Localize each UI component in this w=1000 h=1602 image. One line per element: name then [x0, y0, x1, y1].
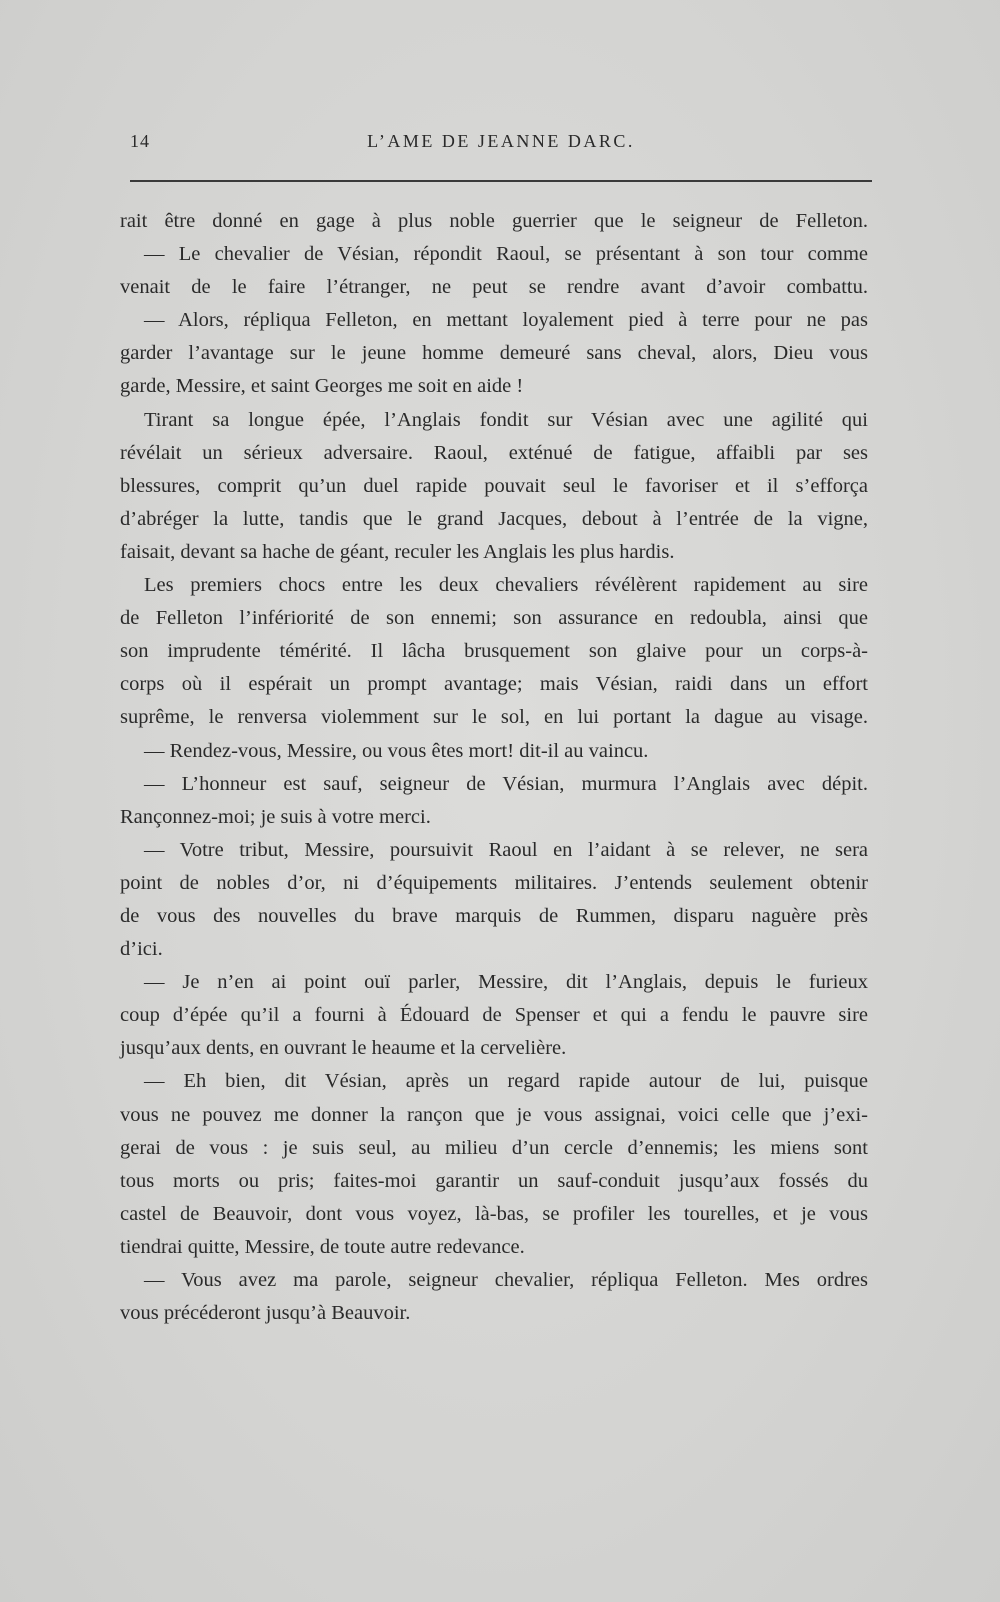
text-line: — Eh bien, dit Vésian, après un regard rapide autour de lui, puisque	[144, 1070, 868, 1093]
text-line: rait être donné en gage à plus noble guerrier que le seigneur de Felleton.	[120, 210, 868, 232]
text-line: vous précéderont jusqu’à Beauvoir.	[120, 1302, 411, 1325]
text-line: suprême, le renversa violemment sur le sol, en lui portant la dague au visage.	[120, 706, 868, 729]
text-line: Tirant sa longue épée, l’Anglais fondit sur Vésian avec une agilité qui	[144, 408, 868, 431]
body-text	[120, 205, 868, 1330]
text-line: corps où il espérait un prompt avantage; mais Vésian, raidi dans un effort	[120, 673, 868, 696]
text-line: Rançonnez-moi; je suis à votre merci.	[120, 805, 431, 828]
text-line: Les premiers chocs entre les deux chevaliers révélèrent rapidement au sire	[144, 574, 868, 597]
text-line: d’ici.	[120, 938, 163, 961]
page-header	[130, 131, 872, 161]
text-line: — Votre tribut, Messire, poursuivit Raoul en l’aidant à se relever, ne sera	[144, 838, 868, 861]
text-line: vous ne pouvez me donner la rançon que je vous assignai, voici celle que j’exi-	[120, 1103, 868, 1126]
header-rule	[130, 180, 872, 182]
text-line: tous morts ou pris; faites-moi garantir un sauf-conduit jusqu’aux fossés du	[120, 1169, 868, 1192]
text-line: jusqu’aux dents, en ouvrant le heaume et la cervelière.	[120, 1037, 567, 1060]
text-line: de Felleton l’infériorité de son ennemi; son assurance en redoubla, ainsi que	[120, 607, 868, 630]
text-line: garde, Messire, et saint Georges me soit en aide !	[120, 375, 524, 398]
text-line: — Vous avez ma parole, seigneur chevalier, répliqua Felleton. Mes ordres	[144, 1269, 868, 1291]
text-line: — Le chevalier de Vésian, répondit Raoul, se présentant à son tour comme	[144, 243, 868, 266]
text-line: blessures, comprit qu’un duel rapide pouvait seul le favoriser et il s’efforça	[120, 474, 868, 497]
page-number: 14	[130, 131, 150, 151]
text-line: — Rendez-vous, Messire, ou vous êtes mort! dit-il au vaincu.	[144, 739, 649, 762]
text-line: révélait un sérieux adversaire. Raoul, exténué de fatigue, affaibli par ses	[120, 441, 868, 464]
text-line: d’abréger la lutte, tandis que le grand Jacques, debout à l’entrée de la vigne,	[120, 507, 868, 530]
text-line: tiendrai quitte, Messire, de toute autre redevance.	[120, 1235, 525, 1258]
text-line: — L’honneur est sauf, seigneur de Vésian, murmura l’Anglais avec dépit.	[144, 772, 868, 795]
text-line: faisait, devant sa hache de géant, reculer les Anglais les plus hardis.	[120, 540, 675, 563]
text-line: son imprudente témérité. Il lâcha brusquement son glaive pour un corps-à-	[120, 640, 868, 663]
text-line: castel de Beauvoir, dont vous voyez, là-bas, se profiler les tourelles, et je vous	[120, 1202, 868, 1225]
text-line: — Alors, répliqua Felleton, en mettant loyalement pied à terre pour ne pas	[144, 309, 868, 332]
text-line: point de nobles d’or, ni d’équipements militaires. J’entends seulement obtenir	[120, 871, 868, 894]
text-line: gerai de vous : je suis seul, au milieu d’un cercle d’ennemis; les miens sont	[120, 1136, 868, 1159]
text-line: de vous des nouvelles du brave marquis de Rummen, disparu naguère près	[120, 904, 868, 927]
text-line: garder l’avantage sur le jeune homme demeuré sans cheval, alors, Dieu vous	[120, 342, 868, 365]
text-line: — Je n’en ai point ouï parler, Messire, dit l’Anglais, depuis le furieux	[144, 971, 868, 994]
running-title: L’AME DE JEANNE DARC.	[367, 131, 635, 151]
text-line: venait de le faire l’étranger, ne peut se rendre avant d’avoir combattu.	[120, 276, 868, 299]
text-line: coup d’épée qu’il a fourni à Édouard de Spenser et qui a fendu le pauvre sire	[120, 1004, 868, 1027]
